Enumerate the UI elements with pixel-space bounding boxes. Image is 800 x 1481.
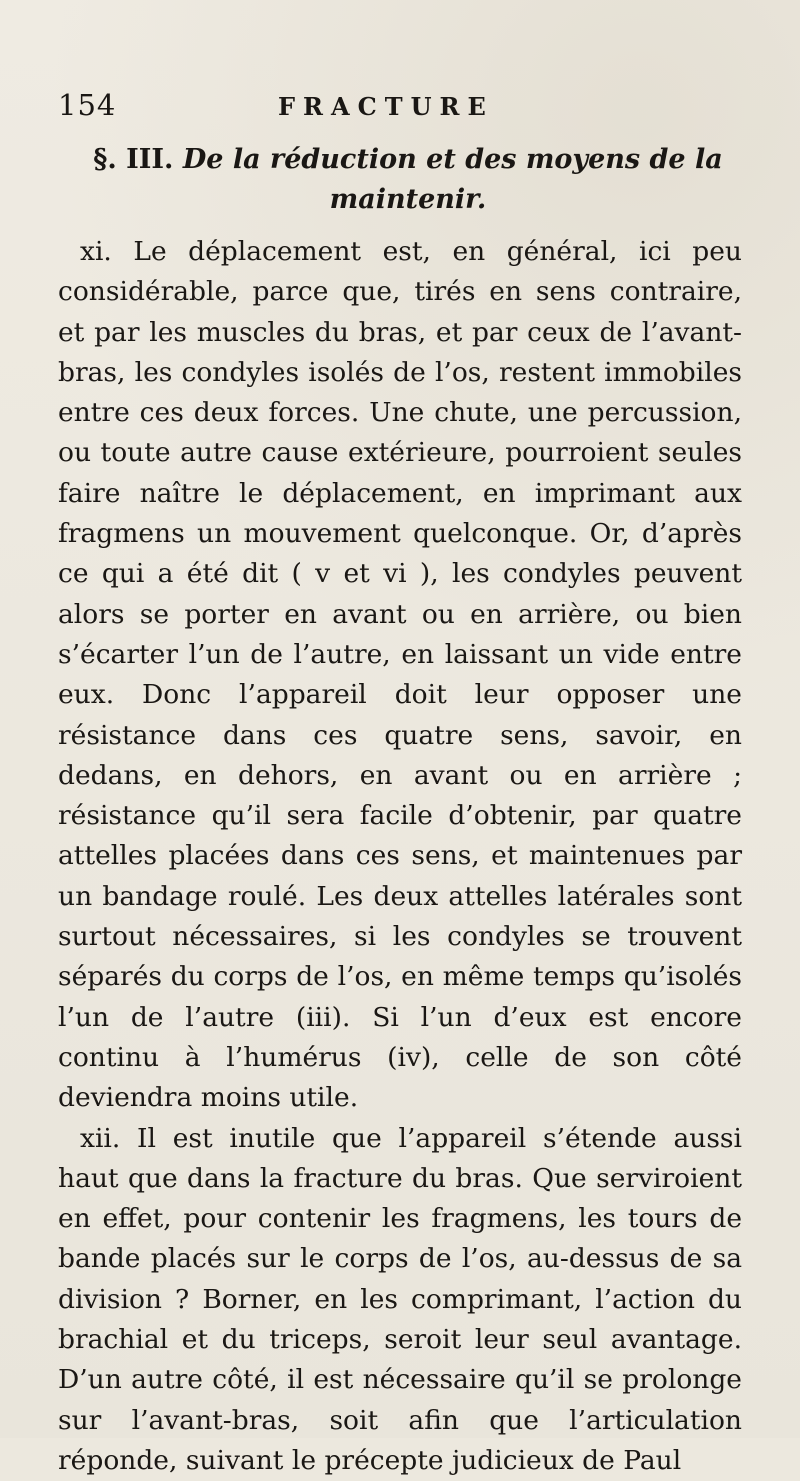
section-heading (58, 140, 742, 220)
paragraph-xi: xi. Le déplacement est, en général, ici peu considérable, parce que, tirés en sens contraire, et par les muscles du bras, et par ceux de l’avant-bras, les condyles isolés de l’os, restent immobiles entre ces deux forces. Une chute, une percussion, ou toute autre cause extérieure, pourroient seules faire naître le déplacement, en imprimant aux fragmens un mouvement quelconque. Or, d’après ce qui a été dit ( v et vi ), les condyles peuvent alors se porter en avant ou en arrière, ou bien s’écarter l’un de l’autre, en laissant un vide entre eux. Donc l’appareil doit leur opposer une résistance dans ces quatre sens, savoir, en dedans, en dehors, en avant ou en arrière ; résistance qu’il sera facile d’obtenir, par quatre attelles placées dans ces sens, et maintenues par un bandage roulé. Les deux attelles latérales sont surtout nécessaires, si les condyles se trouvent séparés du corps de l’os, en même temps qu’isolés l’un de l’autre (iii). Si l’un d’eux est encore continu à l’humérus (iv), celle de son côté deviendra moins utile. (58, 236, 742, 1114)
section-label: §. III. (93, 144, 174, 175)
section-title: De la réduction et des moyens de la maintenir. (182, 144, 723, 215)
paragraph-xii: xii. Il est inutile que l’appareil s’étende aussi haut que dans la fracture du bras. Que serviroient en effet, pour contenir les fragmens, les tours de bande placés sur le corps de l’os, au-dessus de sa division ? Borner, en les comprimant, l’action du brachial et du triceps, seroit leur seul avantage. D’un autre côté, il est nécessaire qu’il se prolonge sur l’avant-bras, soit afin que l’articulation réponde, suivant le précepte judicieux de Paul (58, 1122, 742, 1476)
page-number: 154 (58, 88, 117, 122)
page-header (58, 88, 742, 122)
running-title: FRACTURE (278, 92, 494, 121)
